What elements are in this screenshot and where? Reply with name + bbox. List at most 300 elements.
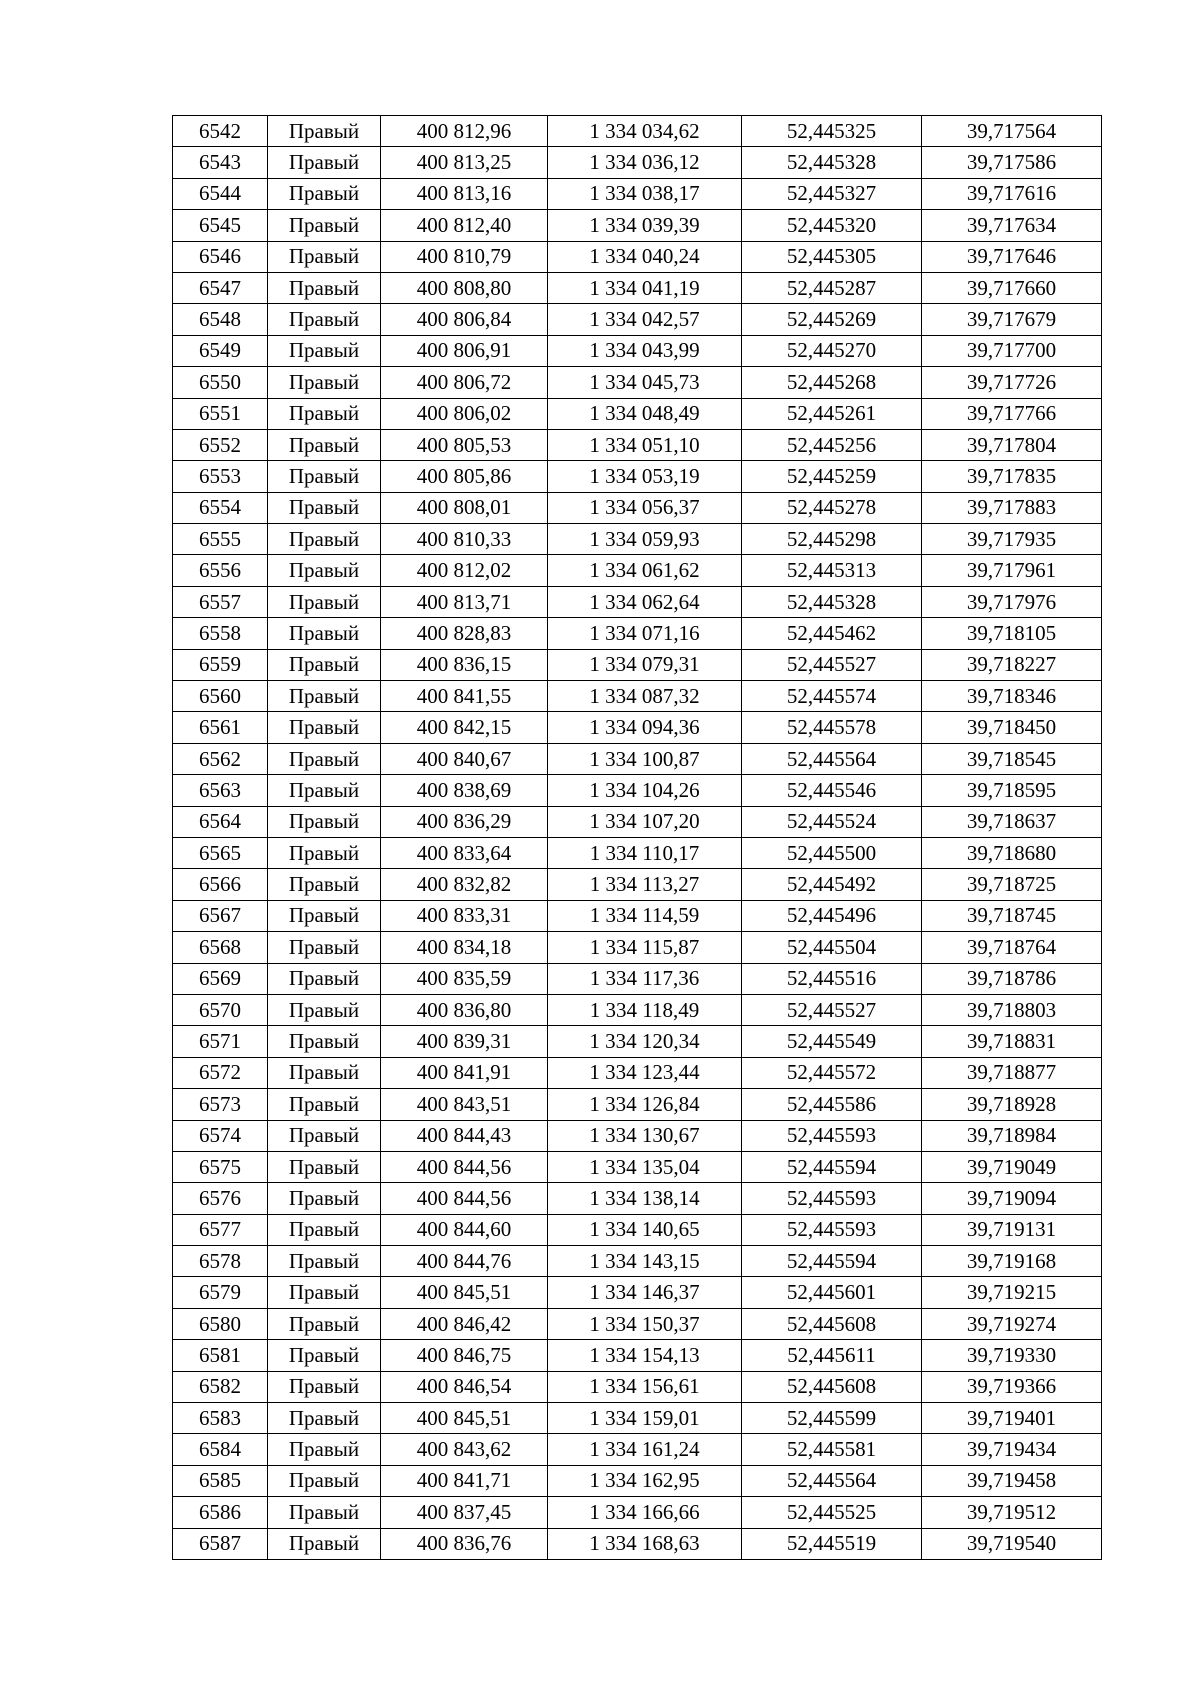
x-coordinate-cell: 400 836,80 (381, 994, 548, 1025)
longitude-cell: 39,718764 (922, 932, 1102, 963)
side-cell: Правый (268, 1057, 381, 1088)
latitude-cell: 52,445546 (742, 775, 922, 806)
table-row (173, 649, 1102, 680)
point-number-cell: 6566 (173, 869, 268, 900)
latitude-cell: 52,445259 (742, 461, 922, 492)
side-cell: Правый (268, 1403, 381, 1434)
latitude-cell: 52,445586 (742, 1089, 922, 1120)
x-coordinate-cell: 400 835,59 (381, 963, 548, 994)
point-number-cell: 6567 (173, 900, 268, 931)
longitude-cell: 39,717804 (922, 429, 1102, 460)
x-coordinate-cell: 400 812,96 (381, 116, 548, 147)
longitude-cell: 39,719131 (922, 1214, 1102, 1245)
latitude-cell: 52,445527 (742, 994, 922, 1025)
side-cell: Правый (268, 963, 381, 994)
y-coordinate-cell: 1 334 048,49 (548, 398, 742, 429)
longitude-cell: 39,717634 (922, 210, 1102, 241)
y-coordinate-cell: 1 334 071,16 (548, 618, 742, 649)
table-row (173, 1089, 1102, 1120)
x-coordinate-cell: 400 805,53 (381, 429, 548, 460)
latitude-cell: 52,445328 (742, 586, 922, 617)
latitude-cell: 52,445608 (742, 1371, 922, 1402)
longitude-cell: 39,718680 (922, 837, 1102, 868)
longitude-cell: 39,718637 (922, 806, 1102, 837)
y-coordinate-cell: 1 334 036,12 (548, 147, 742, 178)
side-cell: Правый (268, 1120, 381, 1151)
table-row (173, 963, 1102, 994)
longitude-cell: 39,719168 (922, 1246, 1102, 1277)
x-coordinate-cell: 400 806,02 (381, 398, 548, 429)
y-coordinate-cell: 1 334 053,19 (548, 461, 742, 492)
point-number-cell: 6548 (173, 304, 268, 335)
x-coordinate-cell: 400 836,15 (381, 649, 548, 680)
point-number-cell: 6550 (173, 367, 268, 398)
latitude-cell: 52,445611 (742, 1340, 922, 1371)
y-coordinate-cell: 1 334 038,17 (548, 178, 742, 209)
table-row (173, 1308, 1102, 1339)
latitude-cell: 52,445527 (742, 649, 922, 680)
side-cell: Правый (268, 1497, 381, 1528)
coordinates-table-body (173, 116, 1102, 1560)
table-row (173, 367, 1102, 398)
y-coordinate-cell: 1 334 168,63 (548, 1528, 742, 1559)
longitude-cell: 39,718450 (922, 712, 1102, 743)
side-cell: Правый (268, 210, 381, 241)
longitude-cell: 39,718831 (922, 1026, 1102, 1057)
point-number-cell: 6587 (173, 1528, 268, 1559)
y-coordinate-cell: 1 334 162,95 (548, 1465, 742, 1496)
point-number-cell: 6582 (173, 1371, 268, 1402)
point-number-cell: 6542 (173, 116, 268, 147)
table-row (173, 994, 1102, 1025)
longitude-cell: 39,717616 (922, 178, 1102, 209)
x-coordinate-cell: 400 840,67 (381, 743, 548, 774)
y-coordinate-cell: 1 334 113,27 (548, 869, 742, 900)
latitude-cell: 52,445268 (742, 367, 922, 398)
point-number-cell: 6553 (173, 461, 268, 492)
latitude-cell: 52,445496 (742, 900, 922, 931)
latitude-cell: 52,445287 (742, 272, 922, 303)
x-coordinate-cell: 400 833,64 (381, 837, 548, 868)
table-row (173, 429, 1102, 460)
x-coordinate-cell: 400 806,72 (381, 367, 548, 398)
point-number-cell: 6559 (173, 649, 268, 680)
side-cell: Правый (268, 1183, 381, 1214)
latitude-cell: 52,445608 (742, 1308, 922, 1339)
point-number-cell: 6562 (173, 743, 268, 774)
y-coordinate-cell: 1 334 034,62 (548, 116, 742, 147)
point-number-cell: 6554 (173, 492, 268, 523)
longitude-cell: 39,719458 (922, 1465, 1102, 1496)
longitude-cell: 39,717679 (922, 304, 1102, 335)
point-number-cell: 6558 (173, 618, 268, 649)
table-row (173, 1026, 1102, 1057)
side-cell: Правый (268, 272, 381, 303)
table-row (173, 147, 1102, 178)
x-coordinate-cell: 400 846,75 (381, 1340, 548, 1371)
latitude-cell: 52,445593 (742, 1183, 922, 1214)
latitude-cell: 52,445564 (742, 743, 922, 774)
point-number-cell: 6561 (173, 712, 268, 743)
y-coordinate-cell: 1 334 094,36 (548, 712, 742, 743)
longitude-cell: 39,717935 (922, 524, 1102, 555)
x-coordinate-cell: 400 828,83 (381, 618, 548, 649)
x-coordinate-cell: 400 844,76 (381, 1246, 548, 1277)
longitude-cell: 39,719512 (922, 1497, 1102, 1528)
x-coordinate-cell: 400 813,16 (381, 178, 548, 209)
latitude-cell: 52,445325 (742, 116, 922, 147)
point-number-cell: 6568 (173, 932, 268, 963)
y-coordinate-cell: 1 334 117,36 (548, 963, 742, 994)
latitude-cell: 52,445328 (742, 147, 922, 178)
point-number-cell: 6573 (173, 1089, 268, 1120)
latitude-cell: 52,445581 (742, 1434, 922, 1465)
y-coordinate-cell: 1 334 043,99 (548, 335, 742, 366)
y-coordinate-cell: 1 334 079,31 (548, 649, 742, 680)
coordinates-table (172, 115, 1102, 1560)
y-coordinate-cell: 1 334 115,87 (548, 932, 742, 963)
y-coordinate-cell: 1 334 138,14 (548, 1183, 742, 1214)
table-row (173, 1434, 1102, 1465)
side-cell: Правый (268, 900, 381, 931)
longitude-cell: 39,718346 (922, 681, 1102, 712)
y-coordinate-cell: 1 334 042,57 (548, 304, 742, 335)
side-cell: Правый (268, 1371, 381, 1402)
side-cell: Правый (268, 461, 381, 492)
point-number-cell: 6552 (173, 429, 268, 460)
side-cell: Правый (268, 555, 381, 586)
side-cell: Правый (268, 335, 381, 366)
latitude-cell: 52,445519 (742, 1528, 922, 1559)
side-cell: Правый (268, 429, 381, 460)
point-number-cell: 6564 (173, 806, 268, 837)
y-coordinate-cell: 1 334 140,65 (548, 1214, 742, 1245)
y-coordinate-cell: 1 334 045,73 (548, 367, 742, 398)
x-coordinate-cell: 400 812,40 (381, 210, 548, 241)
y-coordinate-cell: 1 334 150,37 (548, 1308, 742, 1339)
x-coordinate-cell: 400 842,15 (381, 712, 548, 743)
point-number-cell: 6586 (173, 1497, 268, 1528)
table-row (173, 1465, 1102, 1496)
x-coordinate-cell: 400 841,91 (381, 1057, 548, 1088)
longitude-cell: 39,718984 (922, 1120, 1102, 1151)
side-cell: Правый (268, 1151, 381, 1182)
x-coordinate-cell: 400 806,91 (381, 335, 548, 366)
point-number-cell: 6555 (173, 524, 268, 555)
latitude-cell: 52,445492 (742, 869, 922, 900)
longitude-cell: 39,718725 (922, 869, 1102, 900)
longitude-cell: 39,719274 (922, 1308, 1102, 1339)
x-coordinate-cell: 400 843,51 (381, 1089, 548, 1120)
point-number-cell: 6577 (173, 1214, 268, 1245)
longitude-cell: 39,719540 (922, 1528, 1102, 1559)
latitude-cell: 52,445462 (742, 618, 922, 649)
table-row (173, 806, 1102, 837)
latitude-cell: 52,445593 (742, 1214, 922, 1245)
point-number-cell: 6585 (173, 1465, 268, 1496)
table-row (173, 524, 1102, 555)
longitude-cell: 39,717726 (922, 367, 1102, 398)
latitude-cell: 52,445504 (742, 932, 922, 963)
side-cell: Правый (268, 1434, 381, 1465)
table-row (173, 586, 1102, 617)
longitude-cell: 39,719330 (922, 1340, 1102, 1371)
side-cell: Правый (268, 1277, 381, 1308)
point-number-cell: 6574 (173, 1120, 268, 1151)
longitude-cell: 39,718803 (922, 994, 1102, 1025)
y-coordinate-cell: 1 334 051,10 (548, 429, 742, 460)
table-row (173, 398, 1102, 429)
point-number-cell: 6557 (173, 586, 268, 617)
x-coordinate-cell: 400 834,18 (381, 932, 548, 963)
table-row (173, 1277, 1102, 1308)
side-cell: Правый (268, 241, 381, 272)
longitude-cell: 39,719094 (922, 1183, 1102, 1214)
table-row (173, 1214, 1102, 1245)
point-number-cell: 6581 (173, 1340, 268, 1371)
side-cell: Правый (268, 367, 381, 398)
table-row (173, 1528, 1102, 1559)
table-row (173, 932, 1102, 963)
table-row (173, 116, 1102, 147)
latitude-cell: 52,445298 (742, 524, 922, 555)
point-number-cell: 6544 (173, 178, 268, 209)
latitude-cell: 52,445269 (742, 304, 922, 335)
side-cell: Правый (268, 1089, 381, 1120)
point-number-cell: 6565 (173, 837, 268, 868)
side-cell: Правый (268, 712, 381, 743)
x-coordinate-cell: 400 837,45 (381, 1497, 548, 1528)
side-cell: Правый (268, 743, 381, 774)
y-coordinate-cell: 1 334 110,17 (548, 837, 742, 868)
x-coordinate-cell: 400 813,71 (381, 586, 548, 617)
side-cell: Правый (268, 147, 381, 178)
side-cell: Правый (268, 304, 381, 335)
latitude-cell: 52,445305 (742, 241, 922, 272)
latitude-cell: 52,445574 (742, 681, 922, 712)
x-coordinate-cell: 400 841,55 (381, 681, 548, 712)
point-number-cell: 6546 (173, 241, 268, 272)
side-cell: Правый (268, 869, 381, 900)
side-cell: Правый (268, 649, 381, 680)
side-cell: Правый (268, 398, 381, 429)
table-row (173, 900, 1102, 931)
y-coordinate-cell: 1 334 143,15 (548, 1246, 742, 1277)
latitude-cell: 52,445256 (742, 429, 922, 460)
table-row (173, 869, 1102, 900)
latitude-cell: 52,445525 (742, 1497, 922, 1528)
table-row (173, 1340, 1102, 1371)
point-number-cell: 6572 (173, 1057, 268, 1088)
side-cell: Правый (268, 806, 381, 837)
table-row (173, 210, 1102, 241)
table-row (173, 1120, 1102, 1151)
longitude-cell: 39,719401 (922, 1403, 1102, 1434)
y-coordinate-cell: 1 334 062,64 (548, 586, 742, 617)
y-coordinate-cell: 1 334 126,84 (548, 1089, 742, 1120)
x-coordinate-cell: 400 844,56 (381, 1151, 548, 1182)
side-cell: Правый (268, 1026, 381, 1057)
point-number-cell: 6578 (173, 1246, 268, 1277)
longitude-cell: 39,717835 (922, 461, 1102, 492)
table-row (173, 555, 1102, 586)
longitude-cell: 39,717766 (922, 398, 1102, 429)
y-coordinate-cell: 1 334 130,67 (548, 1120, 742, 1151)
x-coordinate-cell: 400 806,84 (381, 304, 548, 335)
y-coordinate-cell: 1 334 056,37 (548, 492, 742, 523)
x-coordinate-cell: 400 841,71 (381, 1465, 548, 1496)
side-cell: Правый (268, 1340, 381, 1371)
table-row (173, 712, 1102, 743)
longitude-cell: 39,718928 (922, 1089, 1102, 1120)
point-number-cell: 6560 (173, 681, 268, 712)
x-coordinate-cell: 400 810,33 (381, 524, 548, 555)
longitude-cell: 39,717883 (922, 492, 1102, 523)
side-cell: Правый (268, 994, 381, 1025)
table-row (173, 272, 1102, 303)
latitude-cell: 52,445549 (742, 1026, 922, 1057)
table-row (173, 461, 1102, 492)
longitude-cell: 39,717700 (922, 335, 1102, 366)
point-number-cell: 6579 (173, 1277, 268, 1308)
x-coordinate-cell: 400 843,62 (381, 1434, 548, 1465)
x-coordinate-cell: 400 844,56 (381, 1183, 548, 1214)
latitude-cell: 52,445593 (742, 1120, 922, 1151)
y-coordinate-cell: 1 334 156,61 (548, 1371, 742, 1402)
longitude-cell: 39,718545 (922, 743, 1102, 774)
longitude-cell: 39,719366 (922, 1371, 1102, 1402)
point-number-cell: 6549 (173, 335, 268, 366)
table-row (173, 681, 1102, 712)
y-coordinate-cell: 1 334 146,37 (548, 1277, 742, 1308)
latitude-cell: 52,445564 (742, 1465, 922, 1496)
longitude-cell: 39,717961 (922, 555, 1102, 586)
latitude-cell: 52,445500 (742, 837, 922, 868)
side-cell: Правый (268, 932, 381, 963)
longitude-cell: 39,719215 (922, 1277, 1102, 1308)
x-coordinate-cell: 400 833,31 (381, 900, 548, 931)
y-coordinate-cell: 1 334 041,19 (548, 272, 742, 303)
longitude-cell: 39,718745 (922, 900, 1102, 931)
y-coordinate-cell: 1 334 061,62 (548, 555, 742, 586)
side-cell: Правый (268, 837, 381, 868)
point-number-cell: 6569 (173, 963, 268, 994)
table-row (173, 1151, 1102, 1182)
x-coordinate-cell: 400 845,51 (381, 1277, 548, 1308)
latitude-cell: 52,445599 (742, 1403, 922, 1434)
x-coordinate-cell: 400 846,42 (381, 1308, 548, 1339)
side-cell: Правый (268, 1308, 381, 1339)
longitude-cell: 39,717660 (922, 272, 1102, 303)
latitude-cell: 52,445524 (742, 806, 922, 837)
latitude-cell: 52,445594 (742, 1151, 922, 1182)
longitude-cell: 39,719049 (922, 1151, 1102, 1182)
longitude-cell: 39,717976 (922, 586, 1102, 617)
y-coordinate-cell: 1 334 059,93 (548, 524, 742, 555)
longitude-cell: 39,719434 (922, 1434, 1102, 1465)
side-cell: Правый (268, 1214, 381, 1245)
side-cell: Правый (268, 775, 381, 806)
longitude-cell: 39,717586 (922, 147, 1102, 178)
point-number-cell: 6545 (173, 210, 268, 241)
point-number-cell: 6556 (173, 555, 268, 586)
point-number-cell: 6543 (173, 147, 268, 178)
table-row (173, 335, 1102, 366)
y-coordinate-cell: 1 334 107,20 (548, 806, 742, 837)
x-coordinate-cell: 400 808,80 (381, 272, 548, 303)
longitude-cell: 39,717564 (922, 116, 1102, 147)
longitude-cell: 39,718105 (922, 618, 1102, 649)
y-coordinate-cell: 1 334 154,13 (548, 1340, 742, 1371)
longitude-cell: 39,718227 (922, 649, 1102, 680)
side-cell: Правый (268, 586, 381, 617)
table-row (173, 1371, 1102, 1402)
y-coordinate-cell: 1 334 100,87 (548, 743, 742, 774)
table-row (173, 1183, 1102, 1214)
table-row (173, 775, 1102, 806)
y-coordinate-cell: 1 334 040,24 (548, 241, 742, 272)
latitude-cell: 52,445270 (742, 335, 922, 366)
latitude-cell: 52,445594 (742, 1246, 922, 1277)
x-coordinate-cell: 400 813,25 (381, 147, 548, 178)
table-row (173, 618, 1102, 649)
longitude-cell: 39,718877 (922, 1057, 1102, 1088)
x-coordinate-cell: 400 844,43 (381, 1120, 548, 1151)
point-number-cell: 6570 (173, 994, 268, 1025)
y-coordinate-cell: 1 334 087,32 (548, 681, 742, 712)
latitude-cell: 52,445320 (742, 210, 922, 241)
x-coordinate-cell: 400 839,31 (381, 1026, 548, 1057)
point-number-cell: 6551 (173, 398, 268, 429)
latitude-cell: 52,445278 (742, 492, 922, 523)
side-cell: Правый (268, 178, 381, 209)
point-number-cell: 6571 (173, 1026, 268, 1057)
latitude-cell: 52,445578 (742, 712, 922, 743)
x-coordinate-cell: 400 836,76 (381, 1528, 548, 1559)
x-coordinate-cell: 400 836,29 (381, 806, 548, 837)
x-coordinate-cell: 400 845,51 (381, 1403, 548, 1434)
table-row (173, 1246, 1102, 1277)
table-row (173, 743, 1102, 774)
latitude-cell: 52,445313 (742, 555, 922, 586)
point-number-cell: 6563 (173, 775, 268, 806)
table-row (173, 837, 1102, 868)
latitude-cell: 52,445601 (742, 1277, 922, 1308)
point-number-cell: 6547 (173, 272, 268, 303)
y-coordinate-cell: 1 334 114,59 (548, 900, 742, 931)
y-coordinate-cell: 1 334 118,49 (548, 994, 742, 1025)
point-number-cell: 6584 (173, 1434, 268, 1465)
side-cell: Правый (268, 116, 381, 147)
x-coordinate-cell: 400 805,86 (381, 461, 548, 492)
x-coordinate-cell: 400 812,02 (381, 555, 548, 586)
side-cell: Правый (268, 1246, 381, 1277)
point-number-cell: 6583 (173, 1403, 268, 1434)
longitude-cell: 39,718786 (922, 963, 1102, 994)
y-coordinate-cell: 1 334 039,39 (548, 210, 742, 241)
side-cell: Правый (268, 492, 381, 523)
table-row (173, 492, 1102, 523)
latitude-cell: 52,445261 (742, 398, 922, 429)
x-coordinate-cell: 400 846,54 (381, 1371, 548, 1402)
x-coordinate-cell: 400 810,79 (381, 241, 548, 272)
longitude-cell: 39,717646 (922, 241, 1102, 272)
y-coordinate-cell: 1 334 135,04 (548, 1151, 742, 1182)
x-coordinate-cell: 400 844,60 (381, 1214, 548, 1245)
table-row (173, 1403, 1102, 1434)
x-coordinate-cell: 400 838,69 (381, 775, 548, 806)
latitude-cell: 52,445516 (742, 963, 922, 994)
